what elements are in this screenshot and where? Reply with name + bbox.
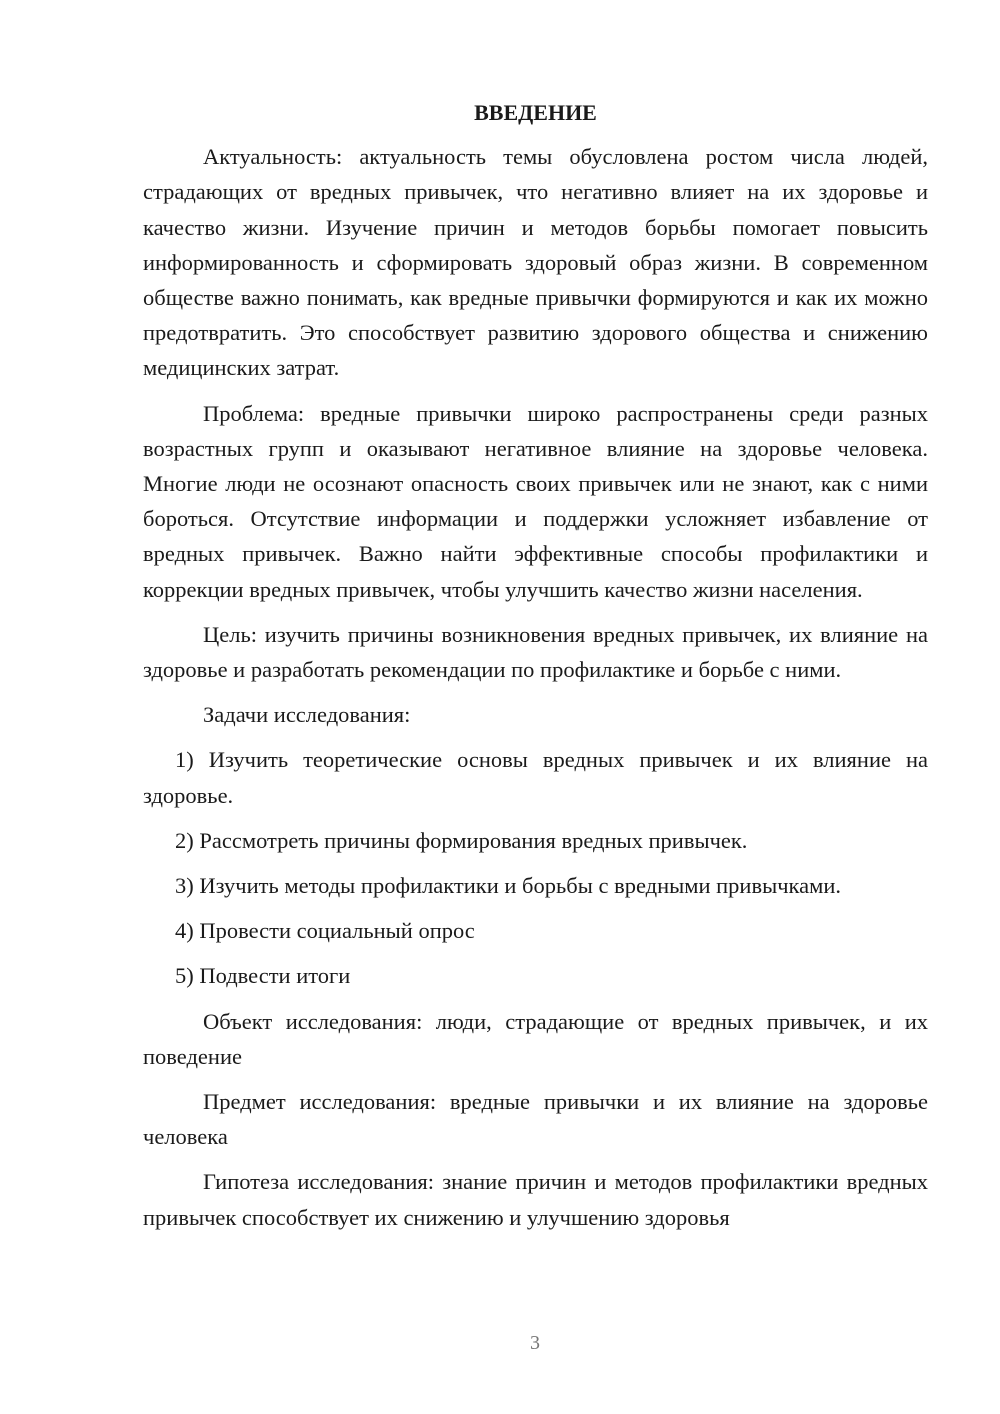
goal-paragraph: Цель: изучить причины возникновения вредных привычек, их влияние на здоровье и разработать рекомендации по профилактике и борьбе с ними. xyxy=(143,621,928,683)
object-paragraph: Объект исследования: люди, страдающие от вредных привычек, и их поведение xyxy=(143,1008,928,1069)
tasks-heading: Задачи исследования: xyxy=(203,702,411,728)
task-item-5: 5) Подвести итоги xyxy=(175,963,351,989)
subject-paragraph: Предмет исследования: вредные привычки и их влияние на здоровье человека xyxy=(143,1089,928,1150)
hypothesis-paragraph: Гипотеза исследования: знание причин и методов профилактики вредных привычек способствует их снижению и улучшению здоровья xyxy=(143,1169,928,1230)
page-number: 3 xyxy=(530,1332,540,1354)
relevance-paragraph: Актуальность: актуальность темы обусловлена ростом числа людей, страдающих от вредных привычек, что негативно влияет на их здоровье и качество жизни. Изучение причин и методов борьбы помогает повысить информированность и сформировать здоровый образ жизни. В современном обществе важно понимать, как вредные привычки формируются и как их можно предотвратить. Это способствует развитию здорового общества и снижению медицинских затрат. xyxy=(143,144,928,381)
task-item-2: 2) Рассмотреть причины формирования вредных привычек. xyxy=(175,827,748,853)
task-item-1: 1) Изучить теоретические основы вредных привычек и их влияние на здоровье. xyxy=(143,747,928,808)
document-page xyxy=(143,95,928,1245)
section-title: ВВЕДЕНИЕ xyxy=(474,100,597,125)
problem-paragraph: Проблема: вредные привычки широко распространены среди разных возрастных групп и оказывают негативное влияние на здоровье человека. Многие люди не осознают опасность своих привычек или не знают, как с ними бороться. Отсутствие информации и поддержки усложняет избавление от вредных привычек. Важно найти эффективные способы профилактики и коррекции вредных привычек, чтобы улучшить качество жизни населения. xyxy=(143,400,928,602)
task-item-3: 3) Изучить методы профилактики и борьбы с вредными привычками. xyxy=(175,873,842,899)
task-item-4: 4) Провести социальный опрос xyxy=(175,918,475,944)
